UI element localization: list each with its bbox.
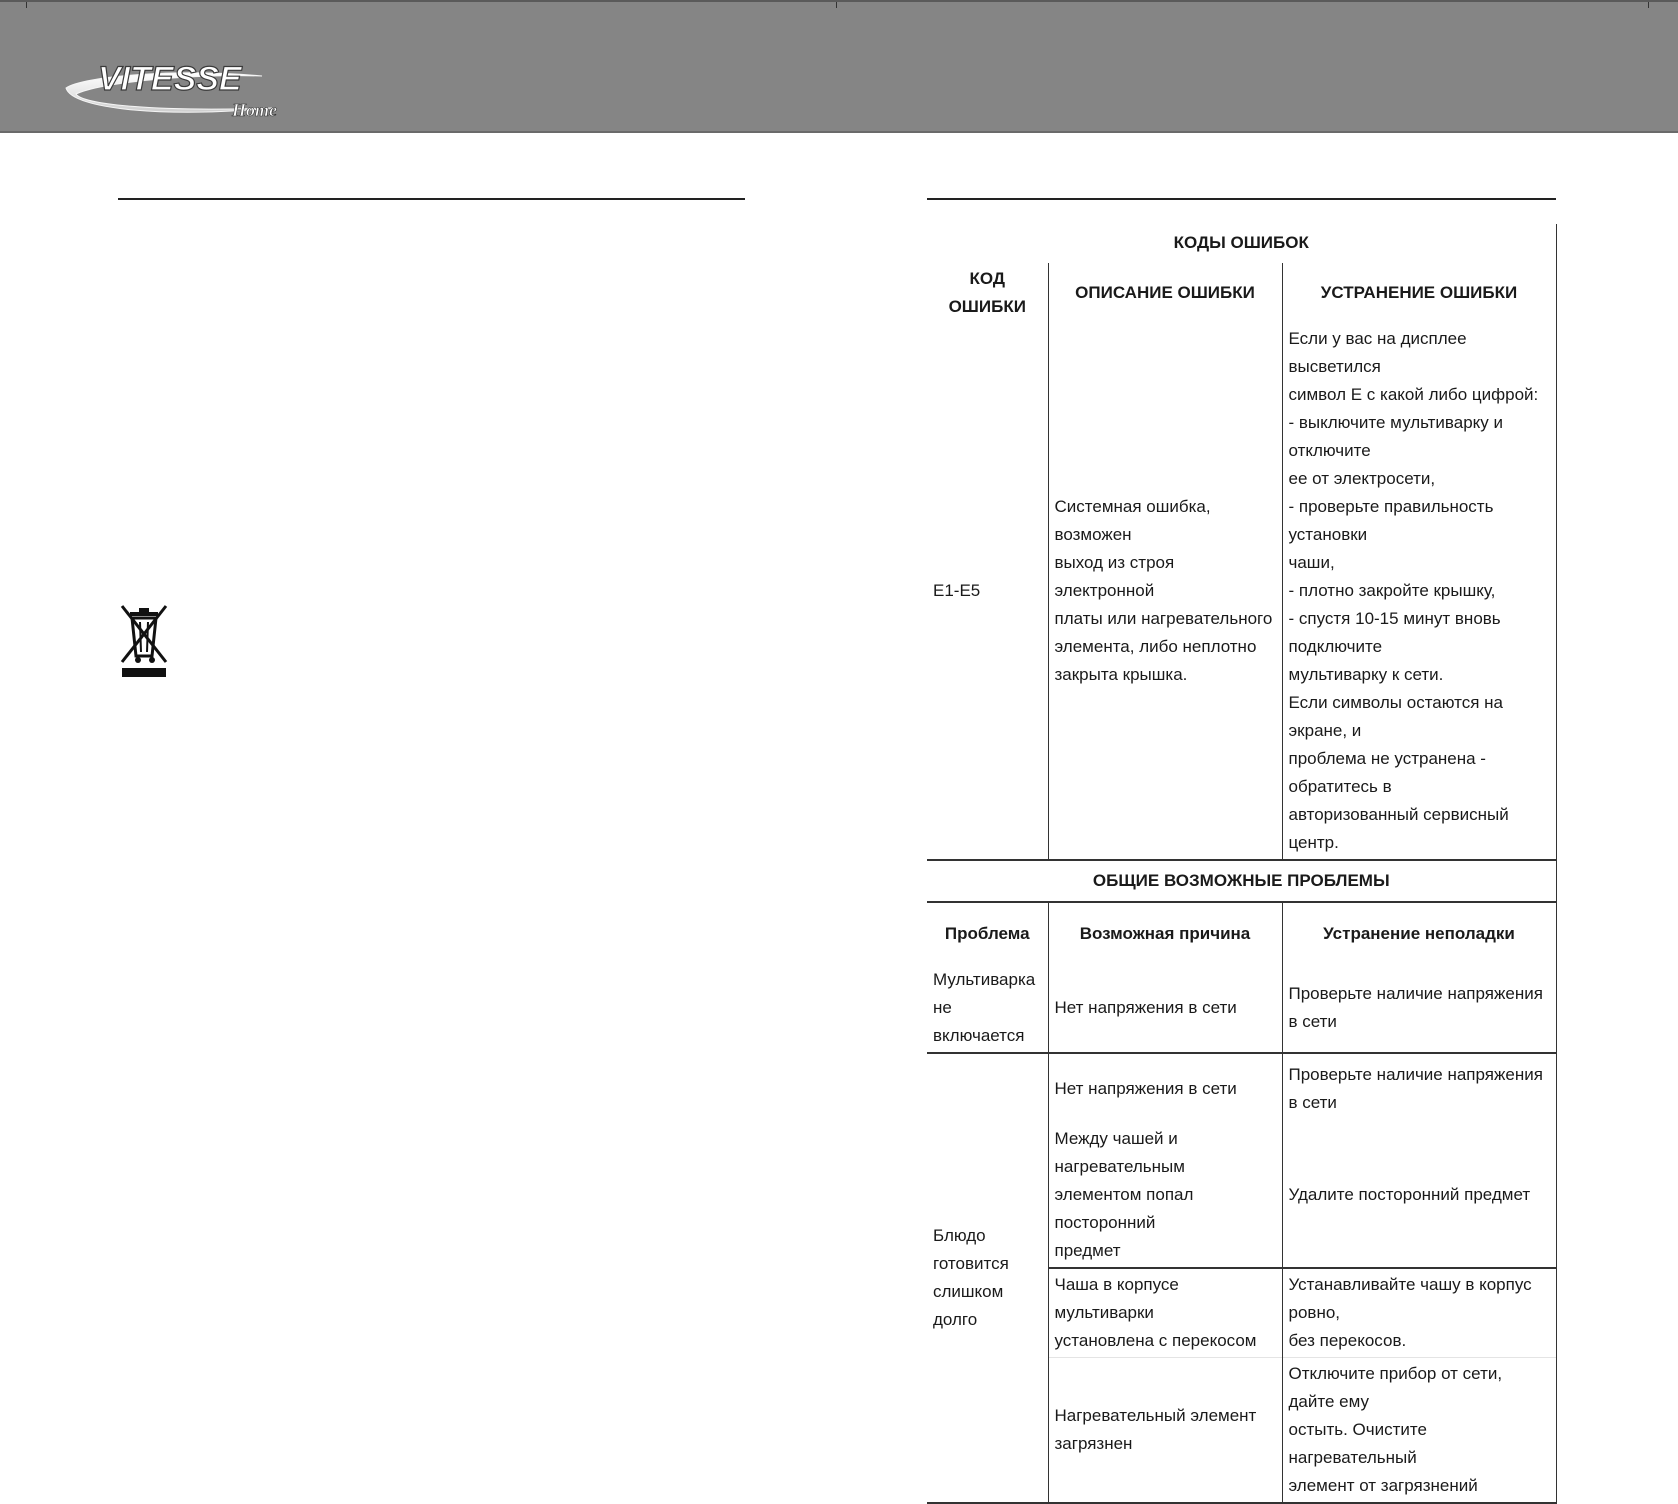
text-line: предмет	[1054, 1241, 1121, 1260]
cause-cell	[1048, 1123, 1282, 1268]
text-line: слишком долго	[933, 1282, 1004, 1329]
table-row	[927, 1053, 1556, 1123]
fix-cell	[1282, 1358, 1556, 1504]
brand-text: VITESSE	[98, 60, 242, 98]
problems-table	[927, 859, 1557, 1504]
text-line: - спустя 10-15 минут вновь подключите	[1288, 609, 1501, 656]
text-line: Чаша в корпусе мультиварки	[1054, 1275, 1179, 1322]
text-line: чаши,	[1288, 553, 1335, 572]
cause-cell: Нет напряжения в сети	[1048, 964, 1282, 1053]
trim-mark	[26, 2, 27, 8]
sub-brand-text: Home	[232, 100, 277, 120]
column-header-fix: Устранение неполадки	[1282, 902, 1556, 964]
column-header-problem: Проблема	[944, 923, 1030, 943]
problem-cell	[927, 1053, 1048, 1503]
trim-mark	[836, 2, 837, 8]
column-header-code: КОД ОШИБКИ	[948, 269, 1026, 316]
text-line: выход из строя электронной	[1054, 553, 1175, 600]
text-line: Блюдо	[933, 1226, 986, 1245]
text-line: - плотно закройте крышку,	[1288, 581, 1496, 600]
table-row	[927, 964, 1556, 1053]
error-description-cell	[1048, 323, 1282, 859]
text-line: элемента, либо неплотно	[1054, 637, 1257, 656]
cause-cell	[1048, 1268, 1282, 1358]
error-codes-table	[927, 224, 1557, 859]
error-solution-cell	[1282, 323, 1556, 859]
text-line: ее от электросети,	[1288, 469, 1436, 488]
column-header-description: ОПИСАНИЕ ОШИБКИ	[1048, 263, 1282, 323]
fix-cell	[1282, 1268, 1556, 1358]
text-line: мультиварку к сети.	[1288, 665, 1444, 684]
trim-mark	[1648, 2, 1649, 8]
text-line: установлена с перекосом	[1054, 1331, 1257, 1350]
table-row	[927, 323, 1556, 859]
text-line: платы или нагревательного	[1054, 609, 1273, 628]
text-line: Между чашей и нагревательным	[1054, 1129, 1185, 1176]
text-line: элементом попал посторонний	[1054, 1185, 1194, 1232]
text-line: Если символы остаются на экране, и	[1288, 693, 1504, 740]
error-code-cell: E1-E5	[933, 581, 981, 600]
fix-cell: Проверьте наличие напряжения в сети	[1282, 1053, 1556, 1123]
text-line: без перекосов.	[1288, 1331, 1407, 1350]
text-line: остыть. Очистите нагревательный	[1288, 1420, 1427, 1467]
text-line: Нагревательный элемент	[1054, 1406, 1257, 1425]
text-line: закрыта крышка.	[1054, 665, 1188, 684]
error-codes-caption: КОДЫ ОШИБОК	[927, 225, 1556, 264]
text-line: проблема не устранена - обратитесь в	[1288, 749, 1486, 796]
right-section-rule	[927, 198, 1556, 200]
troubleshooting-tables	[927, 224, 1556, 1504]
text-line: Устанавливайте чашу в корпус ровно,	[1288, 1275, 1532, 1322]
text-line: включается	[933, 1026, 1025, 1045]
text-line: авторизованный сервисный центр.	[1288, 805, 1509, 852]
cause-cell	[1048, 1358, 1282, 1504]
fix-cell: Проверьте наличие напряжения в сети	[1282, 964, 1556, 1053]
cause-cell: Нет напряжения в сети	[1048, 1053, 1282, 1123]
text-line: символ Е с какой либо цифрой:	[1288, 385, 1539, 404]
text-line: - выключите мультиварку и отключите	[1288, 413, 1504, 460]
fix-cell: Удалите посторонний предмет	[1282, 1123, 1556, 1268]
text-line: Мультиварка не	[933, 970, 1036, 1017]
crossed-bin-icon	[118, 602, 170, 678]
problems-caption: ОБЩИЕ ВОЗМОЖНЫЕ ПРОБЛЕМЫ	[927, 860, 1556, 902]
problem-cell	[927, 964, 1048, 1053]
column-header-solution: УСТРАНЕНИЕ ОШИБКИ	[1282, 263, 1556, 323]
column-header-cause: Возможная причина	[1048, 902, 1282, 964]
text-line: Если у вас на дисплее высветился	[1288, 329, 1467, 376]
text-line: загрязнен	[1054, 1434, 1133, 1453]
text-line: элемент от загрязнений	[1288, 1476, 1478, 1495]
text-line: Отключите прибор от сети, дайте ему	[1288, 1364, 1503, 1411]
page-header-band	[0, 0, 1678, 133]
left-section-rule	[118, 198, 745, 200]
vitesse-home-logo	[62, 54, 302, 126]
text-line: - проверьте правильность установки	[1288, 497, 1494, 544]
text-line: Системная ошибка, возможен	[1054, 497, 1211, 544]
text-line: готовится	[933, 1254, 1009, 1273]
